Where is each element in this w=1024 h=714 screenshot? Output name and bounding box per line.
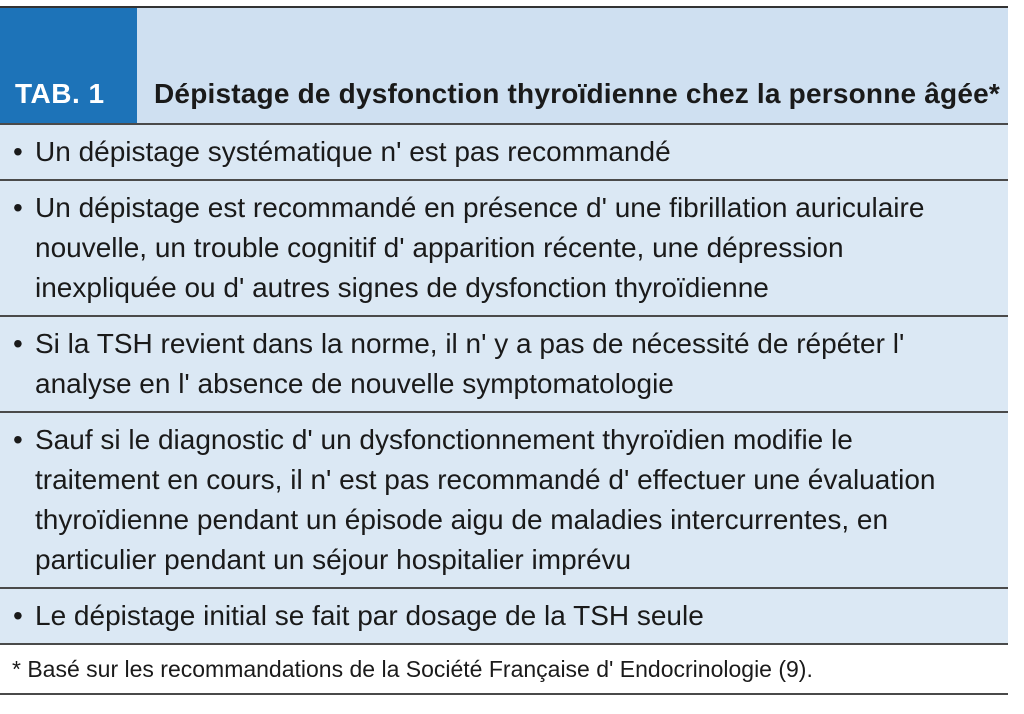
bullet-icon: •: [13, 600, 23, 631]
row-text: Sauf si le diagnostic d' un dysfonctionnement thyroïdien modifie le traitement en cours, il n' est pas recommandé d' effectuer une évaluation thyroïdienne pendant un épisode aigu de maladies intercurrentes, en particulier pendant un séjour hospitalier imprévu: [35, 424, 936, 575]
row-text: Un dépistage est recommandé en présence d' une fibrillation auriculaire nouvelle, un trouble cognitif d' apparition récente, une dépression inexpliquée ou d' autres signes de dysfonction thyroïdienne: [35, 192, 925, 303]
table-row: [0, 413, 1008, 589]
row-text: Si la TSH revient dans la norme, il n' y a pas de nécessité de répéter l' analyse en l' absence de nouvelle symptomatologie: [35, 328, 905, 399]
table-row: [0, 181, 1008, 317]
table-number-label: TAB. 1: [0, 8, 137, 123]
table-header: [0, 8, 1008, 125]
table-footnote: * Basé sur les recommandations de la Société Française d' Endocrinologie (9).: [0, 645, 1008, 695]
bullet-icon: •: [13, 328, 23, 359]
bullet-icon: •: [13, 192, 23, 223]
table-row: [0, 317, 1008, 413]
table-container: [0, 6, 1008, 695]
table-title: Dépistage de dysfonction thyroïdienne chez la personne âgée*: [154, 78, 1000, 109]
row-text: Un dépistage systématique n' est pas recommandé: [35, 136, 671, 167]
table-row: [0, 125, 1008, 181]
bullet-icon: •: [13, 424, 23, 455]
bullet-icon: •: [13, 136, 23, 167]
row-text: Le dépistage initial se fait par dosage de la TSH seule: [35, 600, 704, 631]
table-row: [0, 589, 1008, 645]
